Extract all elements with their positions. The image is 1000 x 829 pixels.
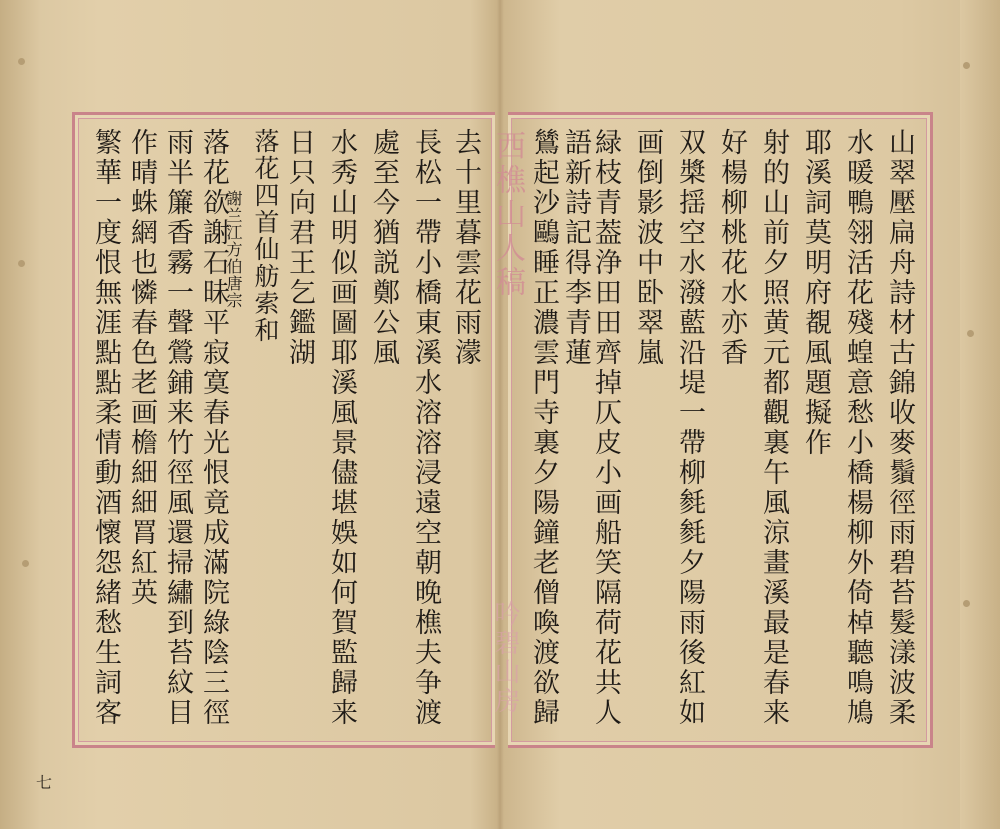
text-column: 水秀山明似画圖耶溪風景儘堪娛如何賀監歸来 xyxy=(326,128,357,728)
book-title: 西樵山人稿 xyxy=(490,130,525,300)
text-column: 画倒影波中卧翠嵐 xyxy=(632,128,663,368)
text-column: 語新詩記得李青蓮 xyxy=(560,128,591,368)
binding-hole xyxy=(18,260,25,267)
text-column: 繁華一度恨無涯點點柔情動酒懷怨緒愁生詞客 xyxy=(90,128,121,728)
text-column: 日只向君王乞鑑湖 xyxy=(284,128,315,368)
text-column: 鷥起沙鷗睡正濃雲門寺裏夕陽鐘老僧喚渡欲歸 xyxy=(528,128,559,728)
margin-note: 謝兰江方伯唐宗 xyxy=(224,190,243,309)
text-column: 水暖鴨翎活花殘蝗意愁小橋楊柳外倚棹聽鳴鳩 xyxy=(842,128,873,728)
binding-hole xyxy=(967,330,974,337)
page-number: 七 xyxy=(36,773,53,792)
text-column: 山翠壓扁舟詩材古錦收麥鬚徑雨碧苔髮漾波柔 xyxy=(884,128,915,728)
text-column: 双槳揺空水潑藍沿堤一帶柳毵毵夕陽雨後紅如 xyxy=(674,128,705,728)
binding-hole xyxy=(18,58,25,65)
left-page-edge xyxy=(0,0,40,829)
text-column: 去十里暮雲花雨濛 xyxy=(450,128,481,368)
text-column: 落花欲謝石昧平寂寞春光恨竟成滿院綠陰三徑 xyxy=(198,128,229,728)
binding-hole xyxy=(22,560,29,567)
poem-heading: 落花四首仙舫索和 xyxy=(251,128,280,344)
binding-hole xyxy=(963,600,970,607)
binding-hole xyxy=(963,62,970,69)
text-column: 緑枝青葢浄田田齊掉仄皮小画船笑隔荷花共人 xyxy=(590,128,621,728)
right-page-edge xyxy=(960,0,1000,829)
studio-name: 吟碧山房 xyxy=(490,600,520,716)
text-column: 長松一帶小橋東溪水溶溶浸遠空朝晚樵夫争渡 xyxy=(410,128,441,728)
text-column: 好楊柳桃花水亦香 xyxy=(716,128,747,368)
text-column: 雨半簾香霧一聲鶯鋪来竹徑風還掃繡到苔紋目 xyxy=(162,128,193,728)
text-column: 作晴蛛網也憐春色老画檐細細罥紅英 xyxy=(126,128,157,608)
text-column: 耶溪詞莫明府覩風題擬作 xyxy=(800,128,831,458)
text-column: 射的山前夕照黄元都觀裏午風涼畫溪最是春来 xyxy=(758,128,789,728)
text-column: 處至今猶説鄭公風 xyxy=(368,128,399,368)
